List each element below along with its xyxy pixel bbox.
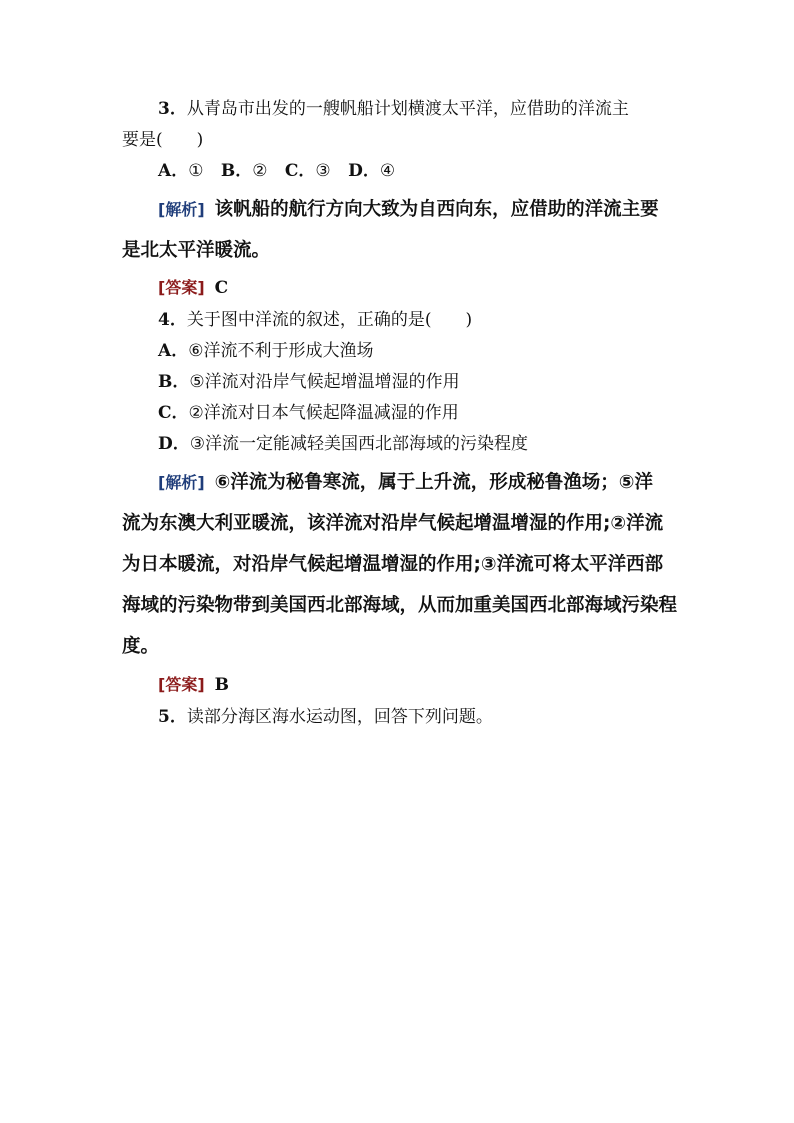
q3-stem-line1 <box>158 98 718 120</box>
q3-answer-value: C <box>214 278 229 298</box>
q3-option-d: D．④ <box>348 161 396 181</box>
q3-stem-line2: 要是( ) <box>122 130 204 150</box>
q3-analysis-tag: [解析] <box>158 200 205 219</box>
q4-option-a: A．⑥洋流不利于形成大渔场 <box>158 341 374 361</box>
q4-analysis-text: ⑥洋流为秘鲁寒流，属于上升流，形成秘鲁渔场；⑤洋 <box>214 472 653 493</box>
q3-stem-text: 从青岛市出发的一艘帆船计划横渡太平洋，应借助的洋流主 <box>186 99 629 119</box>
q4-option-c: C．②洋流对日本气候起降温减湿的作用 <box>158 403 459 423</box>
q4-analysis-line3: 为日本暖流，对沿岸气候起增温增湿的作用;③洋流可将太平洋西部 <box>122 554 664 575</box>
q4-option-b: B．⑤洋流对沿岸气候起增温增湿的作用 <box>158 372 460 392</box>
q3-option-b: B．② <box>220 161 268 181</box>
q4-analysis-tag: [解析] <box>158 473 205 492</box>
q4-answer <box>158 674 718 696</box>
q3-option-c: C．③ <box>284 161 331 181</box>
q4-analysis-line1 <box>158 472 718 494</box>
q4-answer-value: B <box>214 675 230 695</box>
q4-analysis-line4: 海域的污染物带到美国西北部海域，从而加重美国西北部海域污染程 <box>122 595 678 616</box>
q3-answer <box>158 277 718 299</box>
q5-number: 5． <box>158 707 187 727</box>
q3-answer-tag: [答案] <box>158 278 205 297</box>
q3-analysis-line2: 是北太平洋暖流。 <box>122 240 271 261</box>
q3-analysis-line1 <box>158 199 718 221</box>
q4-analysis-line2: 流为东澳大利亚暖流，该洋流对沿岸气候起增温增湿的作用;②洋流 <box>122 513 664 534</box>
q3-analysis-text: 该帆船的航行方向大致为自西向东，应借助的洋流主要 <box>214 199 659 220</box>
q5-stem <box>158 706 718 728</box>
q4-stem-text: 关于图中洋流的叙述，正确的是( ) <box>186 310 473 330</box>
q4-analysis-line5: 度。 <box>122 636 160 657</box>
q4-number: 4． <box>158 310 187 330</box>
q4-option-d: D．③洋流一定能减轻美国西北部海域的污染程度 <box>158 434 528 454</box>
q4-stem <box>158 309 718 331</box>
q3-option-a: A．① <box>158 161 204 181</box>
q5-stem-text: 读部分海区海水运动图，回答下列问题。 <box>186 707 493 727</box>
q4-answer-tag: [答案] <box>158 675 205 694</box>
q3-number: 3． <box>158 99 187 119</box>
q3-options <box>158 160 718 182</box>
